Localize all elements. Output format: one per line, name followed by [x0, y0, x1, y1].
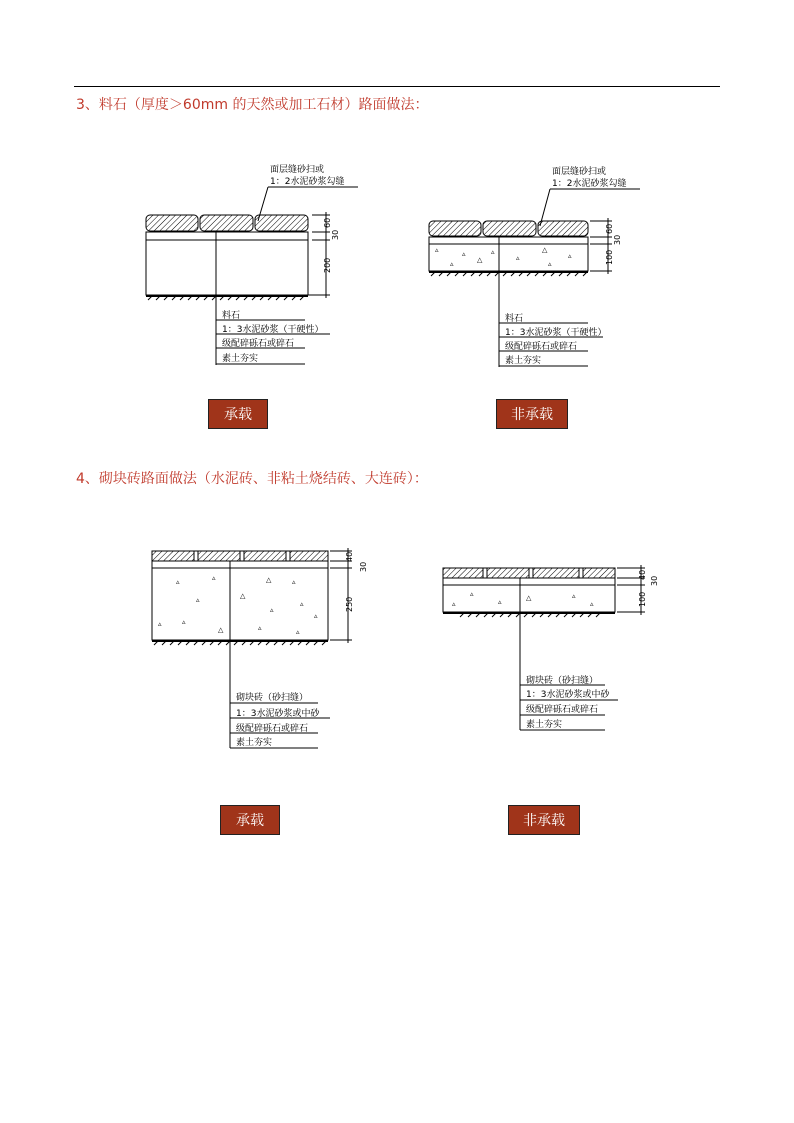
- svg-text:▵: ▵: [516, 254, 520, 262]
- s3r-layer-1: 料石: [505, 314, 524, 324]
- s4r-layer-2: 1：3水泥砂浆或中砂: [526, 690, 610, 700]
- s4-right-drawing: [443, 565, 659, 730]
- s3l-dim-mid: 30: [331, 229, 340, 240]
- s4l-dim-mid: 30: [359, 561, 368, 572]
- s4l-layer-2: 1：3水泥砂浆或中砂: [236, 709, 320, 719]
- s3l-layer-4: 素土夯实: [222, 354, 259, 364]
- svg-text:▵: ▵: [462, 250, 466, 258]
- s4r-layer-4: 素土夯实: [526, 720, 563, 730]
- svg-text:▵: ▵: [572, 592, 576, 600]
- s4-non-load-bearing-badge: 非承载: [508, 805, 580, 835]
- svg-text:△: △: [266, 576, 272, 584]
- s3l-layer-2: 1：3水泥砂浆（干硬性）: [222, 325, 324, 335]
- s3l-layer-3: 级配碎砾石或碎石: [222, 339, 295, 349]
- s3r-stone-1: [429, 221, 481, 236]
- s3r-dim-top: 60: [605, 223, 614, 234]
- s3r-note-line2: 1：2水泥砂浆勾缝: [552, 179, 627, 189]
- s3l-base-layer: [146, 240, 308, 295]
- svg-text:▵: ▵: [435, 246, 439, 254]
- svg-text:▵: ▵: [452, 600, 456, 608]
- s4l-layer-3: 级配碎砾石或碎石: [236, 724, 309, 734]
- svg-text:▵: ▵: [158, 620, 162, 628]
- s3r-layer-2: 1：3水泥砂浆（干硬性）: [505, 328, 607, 338]
- s3l-stone-1: [146, 215, 198, 231]
- s3l-note-line2: 1：2水泥砂浆勾缝: [270, 177, 345, 187]
- svg-text:▵: ▵: [212, 574, 216, 582]
- svg-text:▵: ▵: [296, 628, 300, 636]
- svg-text:▵: ▵: [590, 600, 594, 608]
- svg-text:▵: ▵: [470, 590, 474, 598]
- svg-text:△: △: [526, 594, 532, 602]
- s3-non-load-bearing-badge: 非承载: [496, 399, 568, 429]
- s3-right-drawing: [429, 165, 640, 367]
- svg-text:▵: ▵: [491, 248, 495, 256]
- s3r-mortar-layer: [429, 237, 588, 244]
- s3l-dim-base: 200: [323, 257, 332, 273]
- s3r-stone-3: [538, 221, 588, 236]
- svg-text:△: △: [218, 626, 224, 634]
- s3l-dim-top: 60: [323, 217, 332, 228]
- svg-text:▵: ▵: [292, 578, 296, 586]
- svg-text:▵: ▵: [314, 612, 318, 620]
- s3r-stone-2: [483, 221, 536, 236]
- s4-left-drawing: [152, 548, 368, 748]
- s3l-mortar-layer: [146, 232, 308, 240]
- s3r-dim-base: 100: [605, 249, 614, 265]
- s4r-dim-base: 100: [638, 591, 647, 607]
- s3l-stone-3: [255, 215, 308, 231]
- s4l-mortar-layer: [152, 561, 328, 568]
- svg-text:▵: ▵: [498, 598, 502, 606]
- s4r-layer-1: 砌块砖（砂扫缝）: [526, 676, 599, 686]
- svg-text:△: △: [477, 256, 483, 264]
- svg-text:▵: ▵: [196, 596, 200, 604]
- svg-text:▵: ▵: [548, 260, 552, 268]
- svg-text:△: △: [542, 246, 548, 254]
- section4-heading: 4、砌块砖路面做法（水泥砖、非粘土烧结砖、大连砖）：: [76, 471, 428, 487]
- svg-text:▵: ▵: [568, 252, 572, 260]
- svg-text:▵: ▵: [182, 618, 186, 626]
- s4r-dim-top: 40: [638, 569, 647, 580]
- s3-left-drawing: [146, 163, 358, 365]
- s4r-mortar-layer: [443, 578, 615, 585]
- s4l-layer-1: 砌块砖（砂扫缝）: [236, 693, 309, 703]
- svg-text:▵: ▵: [176, 578, 180, 586]
- section3-heading: 3、料石（厚度＞60mm 的天然或加工石材）路面做法：: [76, 97, 429, 113]
- s3r-layer-3: 级配碎砾石或碎石: [505, 342, 578, 352]
- s4l-layer-4: 素土夯实: [236, 738, 273, 748]
- svg-text:▵: ▵: [300, 600, 304, 608]
- svg-text:△: △: [240, 592, 246, 600]
- s3r-layer-4: 素土夯实: [505, 356, 542, 366]
- s4l-dim-base: 250: [345, 596, 354, 612]
- svg-text:▵: ▵: [450, 260, 454, 268]
- svg-text:▵: ▵: [258, 624, 262, 632]
- svg-text:▵: ▵: [270, 606, 274, 614]
- s3r-note-line1: 面层缝砂扫或: [552, 167, 607, 177]
- s3l-stone-2: [200, 215, 253, 231]
- s4l-dim-top: 40: [345, 551, 354, 562]
- s3r-dim-mid: 30: [613, 234, 622, 245]
- s4r-dim-mid: 30: [650, 575, 659, 586]
- s3l-note-line1: 面层缝砂扫或: [270, 165, 325, 175]
- s3-load-bearing-badge: 承载: [208, 399, 268, 429]
- s4-load-bearing-badge: 承载: [220, 805, 280, 835]
- s3l-layer-1: 料石: [222, 311, 241, 321]
- s4r-layer-3: 级配碎砾石或碎石: [526, 705, 599, 715]
